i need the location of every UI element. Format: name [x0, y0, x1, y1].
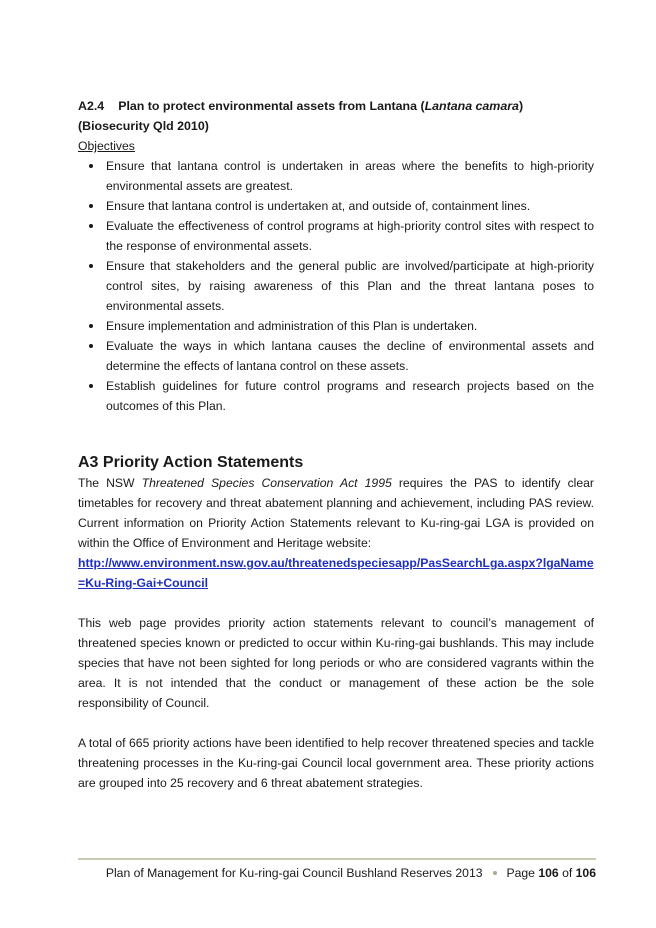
- paragraph-web-page: This web page provides priority action statements relevant to council’s management of threatened species known or predicted to occur within Ku-ring-gai bushlands. This may include species that have not been sighted for long periods or who are considered vagrants within the area. It is not intended that the conduct or management of these action be the sole responsibility of Council.: [78, 616, 594, 710]
- document-page: [78, 96, 594, 793]
- page-footer: Plan of Management for Ku-ring-gai Council Bushland Reserves 2013 Page 106 of 106: [105, 866, 596, 880]
- link-paragraph: [78, 553, 594, 593]
- objectives-list: [78, 156, 594, 416]
- objective-item: Ensure implementation and administration of this Plan is undertaken.: [78, 316, 594, 336]
- objective-item: Ensure that lantana control is undertaken in areas where the benefits to high-priority environmental assets are greatest.: [78, 156, 594, 196]
- subsection-heading-a24: A2.4 Plan to protect environmental assets from Lantana (Lantana camara) (Biosecurity Qld 2010): [78, 99, 524, 133]
- subsection-number: A2.4: [78, 99, 105, 113]
- paragraph-total-actions: A total of 665 priority actions have been identified to help recover threatened species and tackle threatening processes in the Ku-ring-gai Council local government area. These priority actions are grouped into 25 recovery and 6 threat abatement strategies.: [78, 736, 594, 790]
- pas-website-link[interactable]: http://www.environment.nsw.gov.au/threatenedspeciesapp/PasSearchLga.aspx?lgaName=Ku-Ring-Gai+Council: [78, 556, 594, 590]
- objective-item: Evaluate the effectiveness of control programs at high-priority control sites with respect to the response of environmental assets.: [78, 216, 594, 256]
- footer-document-title: Plan of Management for Ku-ring-gai Council Bushland Reserves 2013: [105, 866, 483, 880]
- objective-item: Ensure that stakeholders and the general public are involved/participate at high-priority control sites, by raising awareness of this Plan and the threat lantana poses to environmental assets.: [78, 256, 594, 316]
- objectives-label: Objectives: [78, 139, 135, 153]
- footer-separator-dot: [493, 871, 497, 875]
- current-page-number: 106: [538, 866, 559, 880]
- section-heading-a3: A3 Priority Action Statements: [78, 454, 304, 471]
- total-page-count: 106: [575, 866, 596, 880]
- objective-item: Ensure that lantana control is undertaken at, and outside of, containment lines.: [78, 196, 594, 216]
- paragraph-intro: The NSW Threatened Species Conservation Act 1995 requires the PAS to identify clear timetables for recovery and threat abatement planning and achievement, including PAS review. Current information on Priority Action Statements relevant to Ku-ring-gai LGA is provided on within the Office of Environment and Heritage website:: [78, 476, 594, 550]
- objective-item: Establish guidelines for future control programs and research projects based on the outcomes of this Plan.: [78, 376, 594, 416]
- species-name: Lantana camara: [424, 99, 519, 113]
- act-name: Threatened Species Conservation Act 1995: [141, 476, 392, 490]
- footer-rule: [78, 858, 596, 860]
- objective-item: Evaluate the ways in which lantana causes the decline of environmental assets and determine the effects of lantana control on these assets.: [78, 336, 594, 376]
